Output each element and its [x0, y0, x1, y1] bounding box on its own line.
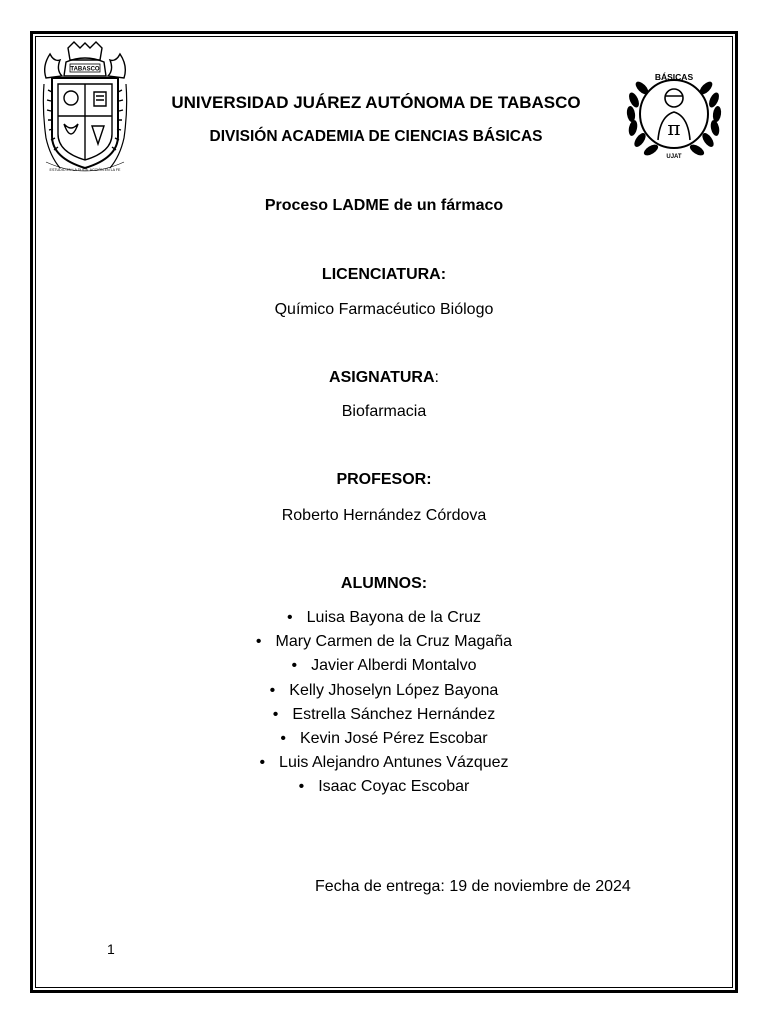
svg-text:UJAT: UJAT [666, 154, 682, 160]
professor-name: Roberto Hernández Córdova [281, 507, 487, 524]
subject-heading-line [0, 369, 768, 387]
delivery-date: Fecha de entrega: 19 de noviembre de 2024 [315, 878, 631, 895]
students-heading: ALUMNOS: [340, 575, 428, 592]
list-item: • Isaac Coyac Escobar [0, 776, 768, 800]
svg-text:π: π [667, 116, 681, 140]
students-list [0, 607, 768, 801]
svg-text:ESTUDIO EN LA DUDA. ACCIÓN EN: ESTUDIO EN LA DUDA. ACCIÓN EN LA FE [49, 168, 121, 172]
university-name: UNIVERSIDAD JUÁREZ AUTÓNOMA DE TABASCO [171, 93, 581, 112]
degree-value: Químico Farmacéutico Biólogo [274, 301, 494, 318]
subject-heading-colon: : [434, 369, 439, 386]
list-item: • Mary Carmen de la Cruz Magaña [0, 631, 768, 655]
list-item: • Kevin José Pérez Escobar [0, 728, 768, 752]
subject-value: Biofarmacia [341, 403, 427, 420]
dacb-laurel-seal-icon [624, 60, 724, 164]
page-number: 1 [107, 941, 115, 957]
subject-heading: ASIGNATURA [329, 369, 435, 386]
svg-text:BÁSICAS: BÁSICAS [654, 72, 694, 82]
division-name: DIVISIÓN ACADEMIA DE CIENCIAS BÁSICAS [209, 128, 543, 145]
list-item: • Luis Alejandro Antunes Vázquez [0, 752, 768, 776]
document-title: Proceso LADME de un fármaco [264, 197, 504, 214]
list-item: • Kelly Jhoselyn López Bayona [0, 680, 768, 704]
svg-text:TABASCO: TABASCO [70, 66, 100, 73]
ujat-coat-of-arms-icon [38, 40, 132, 174]
list-item: • Estrella Sánchez Hernández [0, 704, 768, 728]
professor-heading: PROFESOR: [336, 471, 432, 488]
list-item: • Javier Alberdi Montalvo [0, 655, 768, 679]
degree-heading: LICENCIATURA: [321, 266, 447, 283]
list-item: • Luisa Bayona de la Cruz [0, 607, 768, 631]
